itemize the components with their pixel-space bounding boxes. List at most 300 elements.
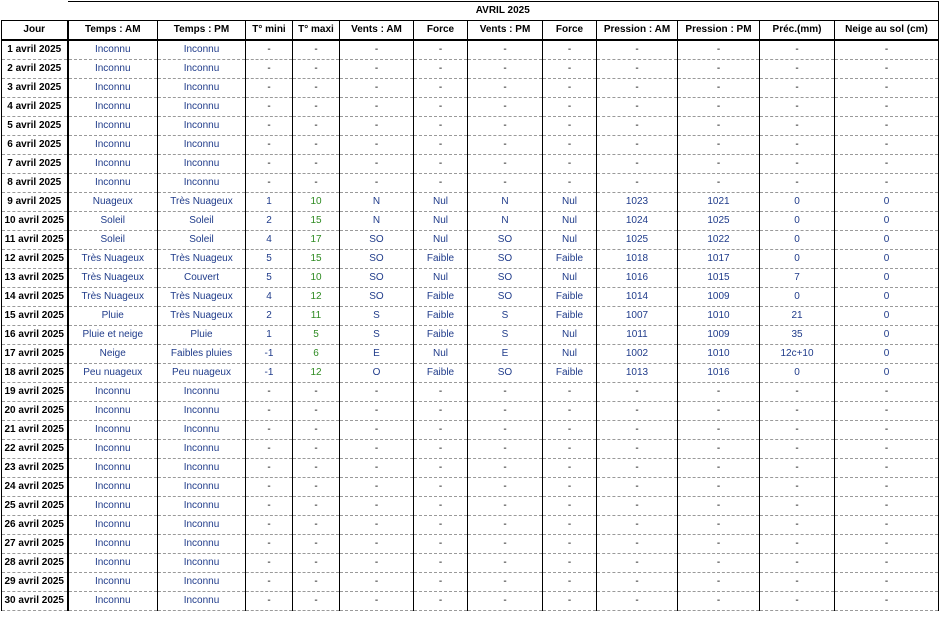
- cell-weather-pm[interactable]: Inconnu: [158, 573, 246, 592]
- cell-force-pm[interactable]: Nul: [543, 212, 597, 231]
- cell-snow[interactable]: -: [835, 592, 939, 611]
- cell-tmax[interactable]: 17: [293, 231, 340, 250]
- header-precip[interactable]: Préc.(mm): [760, 21, 835, 41]
- cell-day[interactable]: 16 avril 2025: [2, 326, 68, 345]
- cell-force-am[interactable]: Nul: [414, 212, 468, 231]
- cell-wind-pm[interactable]: -: [468, 60, 543, 79]
- cell-weather-pm[interactable]: Très Nuageux: [158, 193, 246, 212]
- cell-day[interactable]: 5 avril 2025: [2, 117, 68, 136]
- cell-force-pm[interactable]: -: [543, 155, 597, 174]
- cell-snow[interactable]: -: [835, 60, 939, 79]
- cell-day[interactable]: 24 avril 2025: [2, 478, 68, 497]
- cell-pressure-am[interactable]: 1018: [597, 250, 678, 269]
- cell-snow[interactable]: 0: [835, 364, 939, 383]
- cell-force-pm[interactable]: -: [543, 383, 597, 402]
- cell-force-pm[interactable]: -: [543, 40, 597, 60]
- cell-day[interactable]: 11 avril 2025: [2, 231, 68, 250]
- cell-weather-pm[interactable]: Inconnu: [158, 478, 246, 497]
- cell-weather-am[interactable]: Très Nuageux: [68, 288, 158, 307]
- cell-precip[interactable]: -: [760, 421, 835, 440]
- cell-weather-pm[interactable]: Très Nuageux: [158, 288, 246, 307]
- header-force-pm[interactable]: Force: [543, 21, 597, 41]
- cell-tmin[interactable]: -: [246, 459, 293, 478]
- cell-wind-am[interactable]: SO: [340, 250, 414, 269]
- cell-wind-pm[interactable]: -: [468, 136, 543, 155]
- cell-precip[interactable]: -: [760, 459, 835, 478]
- cell-wind-pm[interactable]: -: [468, 497, 543, 516]
- cell-wind-am[interactable]: N: [340, 212, 414, 231]
- cell-tmax[interactable]: -: [293, 117, 340, 136]
- cell-wind-pm[interactable]: -: [468, 459, 543, 478]
- cell-force-am[interactable]: -: [414, 136, 468, 155]
- cell-day[interactable]: 15 avril 2025: [2, 307, 68, 326]
- cell-tmax[interactable]: -: [293, 155, 340, 174]
- cell-pressure-pm[interactable]: -: [678, 40, 760, 60]
- cell-weather-am[interactable]: Inconnu: [68, 592, 158, 611]
- cell-wind-am[interactable]: -: [340, 60, 414, 79]
- cell-weather-am[interactable]: Nuageux: [68, 193, 158, 212]
- cell-force-pm[interactable]: -: [543, 516, 597, 535]
- header-day[interactable]: Jour: [2, 21, 68, 41]
- cell-force-pm[interactable]: -: [543, 497, 597, 516]
- cell-pressure-pm[interactable]: -: [678, 174, 760, 193]
- cell-precip[interactable]: 35: [760, 326, 835, 345]
- cell-weather-am[interactable]: Inconnu: [68, 573, 158, 592]
- cell-pressure-pm[interactable]: 1022: [678, 231, 760, 250]
- cell-weather-am[interactable]: Inconnu: [68, 535, 158, 554]
- cell-wind-am[interactable]: -: [340, 98, 414, 117]
- cell-precip[interactable]: -: [760, 573, 835, 592]
- cell-force-am[interactable]: -: [414, 478, 468, 497]
- cell-snow[interactable]: -: [835, 383, 939, 402]
- cell-force-am[interactable]: Nul: [414, 269, 468, 288]
- cell-snow[interactable]: 0: [835, 212, 939, 231]
- cell-pressure-pm[interactable]: 1025: [678, 212, 760, 231]
- cell-pressure-am[interactable]: 1013: [597, 364, 678, 383]
- cell-weather-am[interactable]: Inconnu: [68, 383, 158, 402]
- cell-weather-am[interactable]: Inconnu: [68, 421, 158, 440]
- cell-force-am[interactable]: -: [414, 440, 468, 459]
- cell-day[interactable]: 13 avril 2025: [2, 269, 68, 288]
- cell-weather-am[interactable]: Très Nuageux: [68, 269, 158, 288]
- cell-tmax[interactable]: -: [293, 535, 340, 554]
- cell-force-pm[interactable]: Nul: [543, 231, 597, 250]
- cell-tmin[interactable]: 4: [246, 231, 293, 250]
- cell-wind-am[interactable]: E: [340, 345, 414, 364]
- cell-wind-pm[interactable]: -: [468, 117, 543, 136]
- cell-snow[interactable]: -: [835, 516, 939, 535]
- cell-wind-am[interactable]: -: [340, 554, 414, 573]
- cell-pressure-pm[interactable]: -: [678, 117, 760, 136]
- cell-weather-am[interactable]: Inconnu: [68, 516, 158, 535]
- cell-snow[interactable]: 0: [835, 307, 939, 326]
- cell-tmin[interactable]: -: [246, 478, 293, 497]
- cell-precip[interactable]: -: [760, 440, 835, 459]
- header-pressure-pm[interactable]: Pression : PM: [678, 21, 760, 41]
- cell-weather-pm[interactable]: Inconnu: [158, 459, 246, 478]
- cell-weather-pm[interactable]: Inconnu: [158, 383, 246, 402]
- cell-force-am[interactable]: Nul: [414, 193, 468, 212]
- cell-tmin[interactable]: -: [246, 535, 293, 554]
- cell-snow[interactable]: 0: [835, 231, 939, 250]
- cell-pressure-am[interactable]: -: [597, 402, 678, 421]
- cell-wind-am[interactable]: SO: [340, 231, 414, 250]
- cell-wind-pm[interactable]: SO: [468, 231, 543, 250]
- cell-tmax[interactable]: -: [293, 440, 340, 459]
- cell-pressure-am[interactable]: -: [597, 79, 678, 98]
- cell-wind-pm[interactable]: -: [468, 79, 543, 98]
- cell-pressure-pm[interactable]: 1021: [678, 193, 760, 212]
- cell-wind-pm[interactable]: SO: [468, 269, 543, 288]
- cell-wind-pm[interactable]: -: [468, 40, 543, 60]
- cell-tmin[interactable]: -: [246, 554, 293, 573]
- cell-force-pm[interactable]: Faible: [543, 250, 597, 269]
- cell-precip[interactable]: -: [760, 497, 835, 516]
- cell-day[interactable]: 12 avril 2025: [2, 250, 68, 269]
- cell-day[interactable]: 2 avril 2025: [2, 60, 68, 79]
- cell-weather-am[interactable]: Inconnu: [68, 478, 158, 497]
- cell-snow[interactable]: -: [835, 554, 939, 573]
- cell-precip[interactable]: 21: [760, 307, 835, 326]
- cell-force-pm[interactable]: -: [543, 535, 597, 554]
- cell-force-pm[interactable]: Faible: [543, 288, 597, 307]
- cell-weather-am[interactable]: Inconnu: [68, 98, 158, 117]
- cell-tmin[interactable]: -: [246, 117, 293, 136]
- cell-tmax[interactable]: -: [293, 402, 340, 421]
- cell-weather-am[interactable]: Inconnu: [68, 497, 158, 516]
- cell-weather-am[interactable]: Neige: [68, 345, 158, 364]
- cell-force-pm[interactable]: -: [543, 421, 597, 440]
- cell-weather-am[interactable]: Soleil: [68, 231, 158, 250]
- cell-force-am[interactable]: -: [414, 155, 468, 174]
- cell-force-pm[interactable]: -: [543, 174, 597, 193]
- cell-day[interactable]: 9 avril 2025: [2, 193, 68, 212]
- header-wind-am[interactable]: Vents : AM: [340, 21, 414, 41]
- cell-weather-am[interactable]: Inconnu: [68, 402, 158, 421]
- cell-snow[interactable]: 0: [835, 345, 939, 364]
- cell-pressure-am[interactable]: -: [597, 554, 678, 573]
- cell-precip[interactable]: -: [760, 40, 835, 60]
- cell-pressure-am[interactable]: -: [597, 440, 678, 459]
- cell-snow[interactable]: 0: [835, 193, 939, 212]
- cell-weather-pm[interactable]: Couvert: [158, 269, 246, 288]
- cell-tmin[interactable]: -: [246, 592, 293, 611]
- cell-wind-am[interactable]: -: [340, 516, 414, 535]
- cell-tmax[interactable]: 15: [293, 250, 340, 269]
- cell-force-pm[interactable]: -: [543, 60, 597, 79]
- cell-wind-am[interactable]: -: [340, 592, 414, 611]
- cell-force-am[interactable]: Nul: [414, 345, 468, 364]
- cell-day[interactable]: 19 avril 2025: [2, 383, 68, 402]
- cell-tmax[interactable]: -: [293, 573, 340, 592]
- cell-tmax[interactable]: 6: [293, 345, 340, 364]
- cell-force-pm[interactable]: -: [543, 402, 597, 421]
- cell-pressure-am[interactable]: 1011: [597, 326, 678, 345]
- cell-wind-pm[interactable]: -: [468, 174, 543, 193]
- cell-pressure-pm[interactable]: -: [678, 592, 760, 611]
- cell-wind-am[interactable]: -: [340, 79, 414, 98]
- cell-weather-am[interactable]: Inconnu: [68, 174, 158, 193]
- cell-tmin[interactable]: 4: [246, 288, 293, 307]
- cell-wind-am[interactable]: -: [340, 497, 414, 516]
- cell-tmax[interactable]: -: [293, 98, 340, 117]
- cell-snow[interactable]: -: [835, 459, 939, 478]
- cell-tmax[interactable]: -: [293, 478, 340, 497]
- header-tmax[interactable]: T° maxi: [293, 21, 340, 41]
- cell-force-pm[interactable]: Nul: [543, 193, 597, 212]
- cell-tmin[interactable]: -1: [246, 345, 293, 364]
- cell-day[interactable]: 26 avril 2025: [2, 516, 68, 535]
- cell-weather-pm[interactable]: Inconnu: [158, 40, 246, 60]
- cell-pressure-pm[interactable]: -: [678, 60, 760, 79]
- cell-pressure-pm[interactable]: -: [678, 516, 760, 535]
- cell-wind-am[interactable]: -: [340, 421, 414, 440]
- cell-wind-am[interactable]: -: [340, 383, 414, 402]
- cell-tmax[interactable]: 12: [293, 364, 340, 383]
- cell-weather-am[interactable]: Peu nuageux: [68, 364, 158, 383]
- cell-force-pm[interactable]: Nul: [543, 269, 597, 288]
- cell-wind-pm[interactable]: -: [468, 402, 543, 421]
- cell-pressure-am[interactable]: -: [597, 421, 678, 440]
- cell-wind-am[interactable]: SO: [340, 288, 414, 307]
- cell-precip[interactable]: -: [760, 383, 835, 402]
- cell-day[interactable]: 1 avril 2025: [2, 40, 68, 60]
- header-force-am[interactable]: Force: [414, 21, 468, 41]
- cell-weather-pm[interactable]: Pluie: [158, 326, 246, 345]
- cell-wind-am[interactable]: -: [340, 535, 414, 554]
- cell-wind-am[interactable]: S: [340, 307, 414, 326]
- cell-weather-pm[interactable]: Très Nuageux: [158, 307, 246, 326]
- cell-pressure-am[interactable]: -: [597, 573, 678, 592]
- cell-weather-am[interactable]: Très Nuageux: [68, 250, 158, 269]
- cell-precip[interactable]: 0: [760, 250, 835, 269]
- cell-snow[interactable]: -: [835, 478, 939, 497]
- cell-precip[interactable]: -: [760, 60, 835, 79]
- cell-snow[interactable]: 0: [835, 269, 939, 288]
- cell-weather-pm[interactable]: Inconnu: [158, 497, 246, 516]
- cell-pressure-am[interactable]: -: [597, 516, 678, 535]
- cell-tmin[interactable]: -1: [246, 364, 293, 383]
- cell-tmax[interactable]: 10: [293, 269, 340, 288]
- cell-weather-pm[interactable]: Inconnu: [158, 440, 246, 459]
- cell-pressure-pm[interactable]: -: [678, 402, 760, 421]
- cell-tmin[interactable]: -: [246, 573, 293, 592]
- cell-snow[interactable]: 0: [835, 326, 939, 345]
- cell-day[interactable]: 20 avril 2025: [2, 402, 68, 421]
- cell-force-am[interactable]: -: [414, 98, 468, 117]
- cell-weather-pm[interactable]: Inconnu: [158, 535, 246, 554]
- cell-tmax[interactable]: -: [293, 497, 340, 516]
- cell-pressure-am[interactable]: 1025: [597, 231, 678, 250]
- sheet-title[interactable]: AVRIL 2025: [68, 2, 939, 21]
- cell-tmin[interactable]: -: [246, 98, 293, 117]
- cell-pressure-am[interactable]: -: [597, 535, 678, 554]
- cell-precip[interactable]: -: [760, 402, 835, 421]
- cell-wind-am[interactable]: -: [340, 117, 414, 136]
- cell-pressure-am[interactable]: -: [597, 98, 678, 117]
- cell-wind-pm[interactable]: -: [468, 440, 543, 459]
- cell-tmin[interactable]: -: [246, 155, 293, 174]
- cell-pressure-pm[interactable]: -: [678, 421, 760, 440]
- cell-weather-pm[interactable]: Très Nuageux: [158, 250, 246, 269]
- cell-tmax[interactable]: 12: [293, 288, 340, 307]
- cell-tmin[interactable]: -: [246, 383, 293, 402]
- cell-wind-am[interactable]: -: [340, 440, 414, 459]
- cell-day[interactable]: 14 avril 2025: [2, 288, 68, 307]
- cell-force-am[interactable]: Faible: [414, 250, 468, 269]
- cell-weather-pm[interactable]: Inconnu: [158, 174, 246, 193]
- cell-force-am[interactable]: -: [414, 60, 468, 79]
- cell-day[interactable]: 21 avril 2025: [2, 421, 68, 440]
- cell-wind-am[interactable]: -: [340, 459, 414, 478]
- cell-wind-pm[interactable]: S: [468, 307, 543, 326]
- cell-snow[interactable]: -: [835, 497, 939, 516]
- cell-tmin[interactable]: 1: [246, 326, 293, 345]
- cell-force-am[interactable]: -: [414, 497, 468, 516]
- cell-snow[interactable]: -: [835, 573, 939, 592]
- cell-pressure-am[interactable]: -: [597, 117, 678, 136]
- cell-precip[interactable]: -: [760, 117, 835, 136]
- cell-wind-pm[interactable]: -: [468, 554, 543, 573]
- cell-tmax[interactable]: 15: [293, 212, 340, 231]
- cell-tmin[interactable]: 5: [246, 250, 293, 269]
- cell-force-am[interactable]: -: [414, 117, 468, 136]
- cell-precip[interactable]: -: [760, 535, 835, 554]
- cell-tmax[interactable]: -: [293, 383, 340, 402]
- cell-snow[interactable]: -: [835, 79, 939, 98]
- cell-snow[interactable]: -: [835, 440, 939, 459]
- cell-precip[interactable]: -: [760, 592, 835, 611]
- header-tmin[interactable]: T° mini: [246, 21, 293, 41]
- cell-tmin[interactable]: 2: [246, 212, 293, 231]
- cell-wind-pm[interactable]: -: [468, 478, 543, 497]
- cell-pressure-pm[interactable]: -: [678, 98, 760, 117]
- cell-day[interactable]: 22 avril 2025: [2, 440, 68, 459]
- cell-weather-pm[interactable]: Inconnu: [158, 79, 246, 98]
- cell-wind-pm[interactable]: SO: [468, 364, 543, 383]
- cell-weather-pm[interactable]: Inconnu: [158, 592, 246, 611]
- cell-weather-am[interactable]: Pluie et neige: [68, 326, 158, 345]
- cell-tmax[interactable]: -: [293, 174, 340, 193]
- cell-weather-am[interactable]: Inconnu: [68, 554, 158, 573]
- cell-weather-pm[interactable]: Inconnu: [158, 155, 246, 174]
- cell-force-pm[interactable]: -: [543, 117, 597, 136]
- cell-force-am[interactable]: -: [414, 79, 468, 98]
- cell-tmax[interactable]: -: [293, 79, 340, 98]
- header-wind-pm[interactable]: Vents : PM: [468, 21, 543, 41]
- cell-force-am[interactable]: Faible: [414, 307, 468, 326]
- cell-snow[interactable]: -: [835, 535, 939, 554]
- cell-wind-pm[interactable]: E: [468, 345, 543, 364]
- cell-force-am[interactable]: -: [414, 592, 468, 611]
- cell-force-pm[interactable]: -: [543, 478, 597, 497]
- cell-pressure-am[interactable]: 1016: [597, 269, 678, 288]
- cell-precip[interactable]: -: [760, 516, 835, 535]
- cell-force-am[interactable]: Faible: [414, 364, 468, 383]
- cell-day[interactable]: 7 avril 2025: [2, 155, 68, 174]
- cell-wind-am[interactable]: -: [340, 40, 414, 60]
- cell-weather-am[interactable]: Inconnu: [68, 60, 158, 79]
- cell-weather-am[interactable]: Inconnu: [68, 79, 158, 98]
- cell-precip[interactable]: -: [760, 478, 835, 497]
- cell-wind-am[interactable]: -: [340, 402, 414, 421]
- cell-snow[interactable]: -: [835, 421, 939, 440]
- cell-weather-pm[interactable]: Inconnu: [158, 117, 246, 136]
- cell-wind-am[interactable]: SO: [340, 269, 414, 288]
- cell-weather-pm[interactable]: Inconnu: [158, 98, 246, 117]
- cell-force-am[interactable]: -: [414, 535, 468, 554]
- cell-wind-pm[interactable]: SO: [468, 288, 543, 307]
- cell-pressure-am[interactable]: 1007: [597, 307, 678, 326]
- cell-weather-am[interactable]: Soleil: [68, 212, 158, 231]
- cell-snow[interactable]: -: [835, 136, 939, 155]
- cell-tmin[interactable]: -: [246, 402, 293, 421]
- cell-wind-pm[interactable]: -: [468, 155, 543, 174]
- cell-force-am[interactable]: -: [414, 40, 468, 60]
- cell-wind-am[interactable]: -: [340, 136, 414, 155]
- cell-weather-am[interactable]: Pluie: [68, 307, 158, 326]
- cell-wind-pm[interactable]: -: [468, 592, 543, 611]
- cell-tmax[interactable]: 5: [293, 326, 340, 345]
- cell-pressure-pm[interactable]: -: [678, 440, 760, 459]
- cell-force-pm[interactable]: -: [543, 459, 597, 478]
- cell-pressure-pm[interactable]: -: [678, 554, 760, 573]
- cell-day[interactable]: 17 avril 2025: [2, 345, 68, 364]
- cell-tmin[interactable]: -: [246, 440, 293, 459]
- cell-day[interactable]: 8 avril 2025: [2, 174, 68, 193]
- cell-day[interactable]: 6 avril 2025: [2, 136, 68, 155]
- cell-force-pm[interactable]: -: [543, 573, 597, 592]
- cell-pressure-am[interactable]: 1024: [597, 212, 678, 231]
- cell-force-pm[interactable]: -: [543, 98, 597, 117]
- cell-pressure-am[interactable]: 1002: [597, 345, 678, 364]
- cell-snow[interactable]: -: [835, 174, 939, 193]
- cell-pressure-pm[interactable]: 1017: [678, 250, 760, 269]
- cell-weather-pm[interactable]: Soleil: [158, 231, 246, 250]
- cell-precip[interactable]: 0: [760, 193, 835, 212]
- cell-pressure-am[interactable]: -: [597, 174, 678, 193]
- cell-snow[interactable]: -: [835, 155, 939, 174]
- cell-weather-pm[interactable]: Peu nuageux: [158, 364, 246, 383]
- cell-force-am[interactable]: -: [414, 573, 468, 592]
- cell-wind-pm[interactable]: N: [468, 212, 543, 231]
- cell-tmax[interactable]: -: [293, 60, 340, 79]
- cell-day[interactable]: 3 avril 2025: [2, 79, 68, 98]
- cell-wind-am[interactable]: -: [340, 573, 414, 592]
- cell-day[interactable]: 25 avril 2025: [2, 497, 68, 516]
- cell-day[interactable]: 23 avril 2025: [2, 459, 68, 478]
- cell-precip[interactable]: 0: [760, 288, 835, 307]
- cell-pressure-pm[interactable]: 1010: [678, 345, 760, 364]
- cell-tmin[interactable]: -: [246, 136, 293, 155]
- cell-pressure-pm[interactable]: 1009: [678, 326, 760, 345]
- cell-tmax[interactable]: -: [293, 554, 340, 573]
- cell-pressure-am[interactable]: -: [597, 136, 678, 155]
- cell-wind-pm[interactable]: N: [468, 193, 543, 212]
- cell-tmin[interactable]: -: [246, 516, 293, 535]
- cell-wind-am[interactable]: O: [340, 364, 414, 383]
- cell-pressure-pm[interactable]: 1015: [678, 269, 760, 288]
- cell-pressure-pm[interactable]: -: [678, 535, 760, 554]
- cell-pressure-pm[interactable]: -: [678, 459, 760, 478]
- cell-precip[interactable]: 7: [760, 269, 835, 288]
- cell-tmax[interactable]: -: [293, 592, 340, 611]
- cell-tmin[interactable]: 2: [246, 307, 293, 326]
- header-weather-pm[interactable]: Temps : PM: [158, 21, 246, 41]
- cell-wind-pm[interactable]: -: [468, 98, 543, 117]
- cell-weather-pm[interactable]: Inconnu: [158, 421, 246, 440]
- cell-snow[interactable]: 0: [835, 250, 939, 269]
